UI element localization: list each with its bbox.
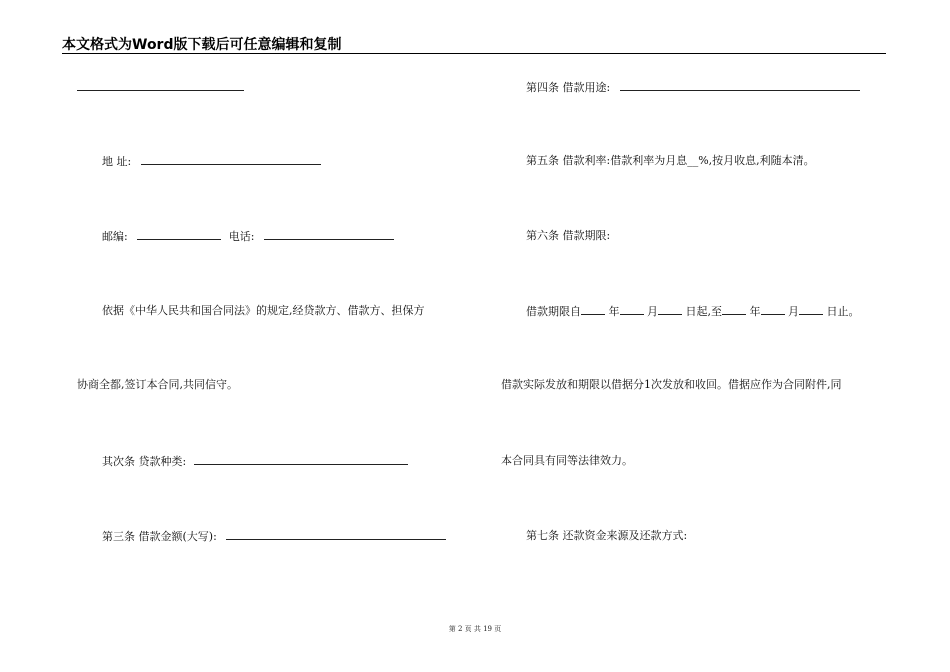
- article-2-label: 其次条 贷款种类:: [102, 455, 187, 468]
- start-day-blank: [658, 304, 682, 315]
- end-month-unit: 月: [788, 305, 799, 318]
- start-day-text: 日起,至: [685, 305, 722, 318]
- start-month-unit: 月: [647, 305, 658, 318]
- start-year-blank: [581, 304, 605, 315]
- postcode-label: 邮编:: [102, 230, 128, 243]
- end-day-blank: [799, 304, 823, 315]
- header-title: 本文格式为Word版下载后可任意编辑和复制: [62, 37, 342, 53]
- phone-label: 电话:: [228, 230, 255, 243]
- address-blank: [141, 154, 321, 165]
- issue-text-line1: 借款实际发放和期限以借据分1次发放和收回。借据应作为合同附件,同: [501, 378, 842, 391]
- start-year-unit: 年: [608, 305, 620, 318]
- article-3-label: 第三条 借款金额(大写):: [102, 530, 217, 543]
- loan-period-line: [526, 304, 860, 319]
- article-4-line: [526, 80, 860, 95]
- phone-blank: [264, 229, 394, 240]
- article-3-line: [102, 529, 446, 544]
- article-6-line: 第六条 借款期限:: [526, 229, 611, 242]
- top-blank-line: [77, 80, 244, 95]
- issue-text-line2: 本合同具有同等法律效力。: [501, 454, 633, 467]
- loan-amount-blank: [226, 529, 446, 540]
- loan-type-blank: [194, 454, 408, 465]
- address-label: 地 址:: [102, 155, 132, 168]
- end-day-text: 日止。: [826, 305, 860, 318]
- page-number: 第 2 页 共 19 页: [448, 625, 502, 633]
- article-5-line: 第五条 借款利率:借款利率为月息__%,按月收息,利随本清。: [526, 154, 815, 167]
- period-prefix: 借款期限自: [526, 305, 581, 318]
- article-2-line: [102, 454, 408, 469]
- start-month-blank: [620, 304, 644, 315]
- fill-blank: [77, 80, 244, 91]
- intro-text-line2: 协商全都,签订本合同,共同信守。: [77, 378, 238, 391]
- end-year-unit: 年: [749, 305, 761, 318]
- intro-text-line1: 依据《中华人民共和国合同法》的规定,经贷款方、借款方、担保方: [102, 304, 425, 317]
- article-7-line: 第七条 还款资金来源及还款方式:: [526, 529, 688, 542]
- end-year-blank: [722, 304, 746, 315]
- postcode-phone-line: [102, 229, 394, 244]
- loan-purpose-blank: [620, 80, 860, 91]
- postcode-blank: [137, 229, 221, 240]
- address-line: [102, 154, 321, 169]
- article-4-label: 第四条 借款用途:: [526, 81, 611, 94]
- end-month-blank: [761, 304, 785, 315]
- header-divider: [62, 53, 886, 54]
